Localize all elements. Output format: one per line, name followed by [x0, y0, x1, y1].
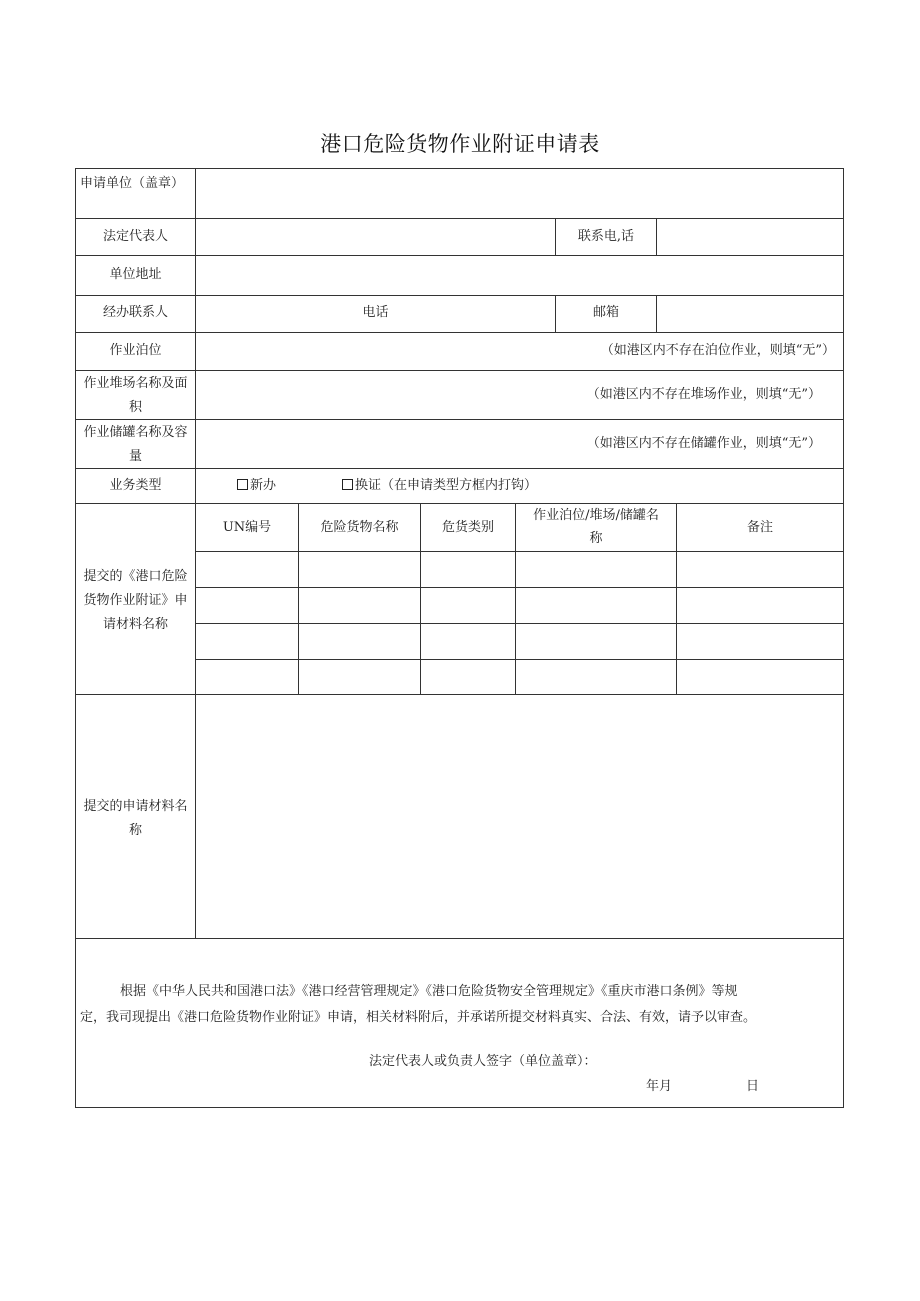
applicant-label: 申请单位（盖章）: [80, 176, 185, 191]
berth-label: 作业泊位: [109, 343, 162, 358]
materials-field[interactable]: [197, 696, 841, 936]
table-row[interactable]: [197, 625, 841, 657]
legal-rep-label: 法定代表人: [102, 229, 168, 244]
table-row[interactable]: [197, 553, 841, 585]
address-field[interactable]: [197, 257, 841, 293]
declaration-text: 根据《中华人民共和国港口法》《港口经营管理规定》《港口危险货物安全管理规定》《重庆市港口条例》等规 定，我司现提出《港口危险货物作业附证》申请，相关材料附后，并承诺所提交材料真实、合法、有效，请予以审查。: [80, 984, 757, 1025]
header-un-number: UN编号: [222, 520, 272, 535]
contact-phone-label: 联系电,话: [577, 229, 635, 244]
new-option[interactable]: 新办: [237, 476, 276, 496]
date-year-month: 年月: [646, 1079, 673, 1094]
form-title: 港口危险货物作业附证申请表: [320, 132, 600, 156]
application-form: [75, 168, 844, 1108]
new-checkbox[interactable]: [237, 479, 248, 490]
table-row[interactable]: [197, 589, 841, 621]
address-label: 单位地址: [109, 267, 162, 282]
email-label: 邮箱: [592, 305, 619, 320]
phone-label: 电话: [362, 305, 389, 320]
header-cargo-name: 危险货物名称: [320, 520, 399, 535]
renew-option[interactable]: 换证（在申请类型方框内打钩）: [342, 476, 537, 496]
header-remarks: 备注: [746, 520, 773, 535]
header-location: 作业泊位/堆场/储罐名 称: [533, 508, 659, 546]
cargo-section-label: 提交的《港口危险 货物作业附证》申 请材料名称: [83, 569, 188, 632]
handler-label: 经办联系人: [102, 305, 168, 320]
materials-label: 提交的申请材料名 称: [83, 799, 188, 838]
tank-label: 作业储罐名称及容 量: [83, 425, 188, 464]
signature-label: 法定代表人或负责人签字（单位盖章）：: [369, 1054, 597, 1069]
yard-note: （如港区内不存在堆场作业，则填“无”）: [586, 387, 821, 402]
legal-rep-field[interactable]: [197, 220, 553, 253]
date-day: 日: [746, 1079, 760, 1094]
header-cargo-class: 危货类别: [441, 520, 494, 535]
contact-phone-field[interactable]: [658, 220, 841, 253]
table-row[interactable]: [197, 661, 841, 692]
renew-checkbox[interactable]: [342, 479, 353, 490]
applicant-field[interactable]: [197, 171, 841, 216]
biz-type-label: 业务类型: [109, 478, 162, 493]
yard-label: 作业堆场名称及面 积: [83, 376, 188, 415]
berth-note: （如港区内不存在泊位作业，则填“无”）: [600, 343, 835, 358]
tank-note: （如港区内不存在储罐作业，则填“无”）: [586, 436, 821, 451]
email-field[interactable]: [658, 297, 841, 330]
